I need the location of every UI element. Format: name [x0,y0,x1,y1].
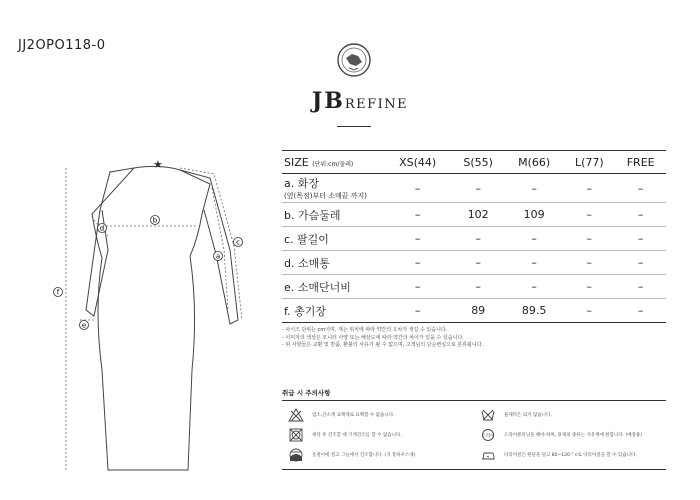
iron-icon [480,448,496,462]
label-a: a [215,252,221,261]
size-col: L(77) [563,151,615,174]
label-f: f [56,288,60,297]
size-col: FREE [615,151,666,174]
size-col: XS(44) [384,151,451,174]
size-table [282,150,666,323]
table-row: b. 가슴둘레 – 102 109 – – [282,203,666,227]
brand-emblem-icon [336,42,372,78]
shade-dry-icon [288,448,304,462]
table-row: e. 소매단너비 – – – – – [282,275,666,299]
table-row: f. 총기장 – 89 89.5 – – [282,299,666,323]
label-b: b [152,216,158,225]
shoulder-star: ★ [153,158,163,171]
size-col: S(55) [451,151,505,174]
size-notes: - 사이즈 단위는 cm이며, 재는 위치에 따라 약간의 오차가 생길 수 있습니다. - 이미지의 색상은 모니터 사양 또는 해상도에 따라 약간의 차이가 있을 수 있습니다. - 위 사항들은 교환 및 반품, 환불의 사유가 될 수 없으며, 고객님의 단순변심으로 분류됩니다. [282,327,484,348]
svg-text:드라이: 드라이 [481,434,495,439]
table-row: d. 소매통 – – – – – [282,251,666,275]
care-item: 세탁 후 건조할 때 기계건조를 할 수 없습니다. [282,427,474,443]
table-row: c. 팔길이 – – – – – [282,227,666,251]
care-title: 취급 시 주의사항 [282,388,666,401]
care-item: 물세탁은 되지 않습니다. [474,407,666,423]
no-tumble-dry-icon [480,408,496,422]
dry-clean-icon [480,428,496,442]
care-section [282,388,666,470]
size-header: SIZE (단위:cm/둘레) [282,151,384,174]
brand-logo: JBREFINE [311,88,409,114]
care-item: 옷걸이에 걸고 그늘에서 건조합니다. (귀 봉하우스제) [282,447,474,463]
table-row: a. 화장 (옆(목점)부터 소매끝 까지) – – – – – [282,174,666,203]
care-item: 다리미질은 원단을 덮고 80~120 ° c로 다리미질을 할 수 있습니다. [474,447,666,463]
size-col: M(66) [505,151,563,174]
label-c: c [236,238,240,247]
no-bleach-icon [288,408,304,422]
no-machine-dry-icon [288,428,304,442]
label-d: d [99,224,105,233]
care-item: 드라이 드라이클리닝을 해야 하며, 용제의 종류는 석유계에 한합니다. (매장용) [474,427,666,443]
dress-diagram [40,150,270,480]
product-code: JJ2OPO118-0 [18,38,106,53]
care-item: 염소,산소계 표백제로 표백할 수 없습니다. [282,407,474,423]
label-e: e [81,321,87,330]
divider [337,126,371,127]
